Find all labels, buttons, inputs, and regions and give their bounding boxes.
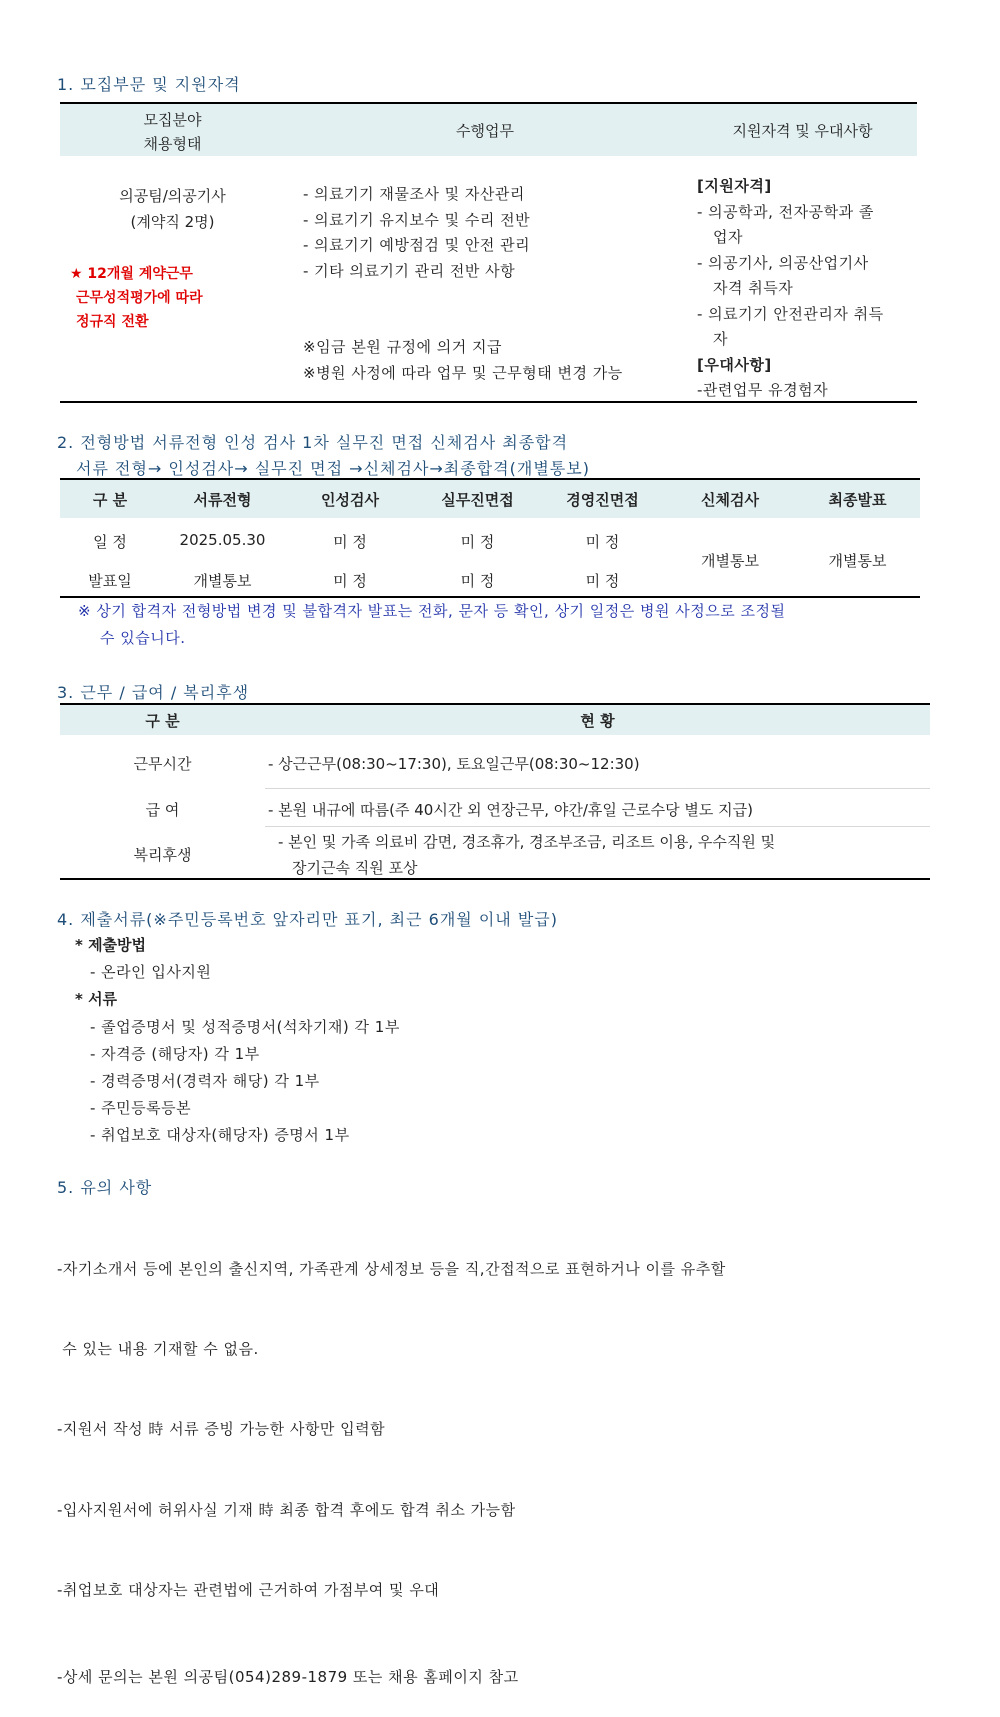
list-item: - 경력증명서(경력자 해당) 각 1부: [90, 1072, 320, 1090]
duties-footnotes: ※임금 본원 규정에 의거 지급 ※병원 사정에 따라 업무 및 근무형태 변경 가능: [303, 338, 623, 382]
section5-title: 5. 유의 사항: [57, 1178, 153, 1197]
list-item: -취업보호 대상자는 관련법에 근거하여 가점부여 및 우대: [57, 1581, 440, 1600]
qualifications: [지원자격] - 의공학과, 전자공학과 졸 업자 - 의공기사, 의공산업기사 자격 취득자 - 의료기기 안전관리자 취득 자 [우대사항] -관련업무 유경험자: [697, 174, 884, 404]
t2-header-staff-interview: 실무진면접: [441, 491, 514, 509]
schedule-note-line1: ※ 상기 합격자 전형방법 변경 및 불합격자 발표는 전화, 문자 등 확인, 상기 일정은 병원 사정으로 조정될: [78, 602, 786, 620]
contract-notes: ★ 12개월 계약근무 근무성적평가에 따라 정규직 전환: [70, 266, 203, 330]
preferences-title: [우대사항]: [697, 355, 772, 374]
t3-header-status: 현 황: [580, 712, 615, 730]
list-item: - 취업보호 대상자(해당자) 증명서 1부: [90, 1126, 350, 1144]
list-item: - 졸업증명서 및 성적증명서(석차기재) 각 1부: [90, 1018, 400, 1036]
section4-title: 4. 제출서류(※주민등록번호 앞자리만 표기, 최근 6개월 이내 발급): [57, 910, 558, 929]
t2-header-final: 최종발표: [828, 491, 887, 509]
table1-header-field: 모집분야 채용형태: [143, 111, 202, 153]
submission-method: - 온라인 입사지원: [90, 963, 212, 981]
list-item: -지원서 작성 時 서류 증빙 가능한 사항만 입력함: [57, 1420, 386, 1439]
list-item: -자기소개서 등에 본인의 출신지역, 가족관계 상세정보 등을 직,간접적으로 표현하거나 이를 유추할: [57, 1259, 726, 1278]
t2-header-category: 구 분: [92, 491, 128, 509]
section1-title: 1. 모집부문 및 지원자격: [57, 75, 241, 94]
notice-list: [57, 1202, 726, 1717]
table1-header-duties: 수행업무: [456, 122, 514, 140]
table2-bottom-rule: [60, 596, 920, 598]
field-name: 의공팀/의공기사: [119, 187, 226, 205]
list-item: 수 있는 내용 기재할 수 없음.: [57, 1339, 259, 1358]
documents-title: * 서류: [75, 990, 118, 1008]
duties-list: - 의료기기 재물조사 및 자산관리 - 의료기기 유지보수 및 수리 전반 - 의료기기 예방점검 및 안전 관리 - 기타 의료기기 관리 전반 사항: [303, 185, 531, 280]
contract-type: (계약직 2명): [130, 213, 215, 231]
t3-divider: [265, 826, 930, 827]
list-item: - 주민등록등본: [90, 1099, 192, 1117]
t2-header-exec-interview: 경영진면접: [566, 491, 639, 509]
t2-header-document: 서류전형: [193, 491, 252, 509]
documents-list: [90, 1014, 400, 1149]
section3-title: 3. 근무 / 급여 / 복리후생: [57, 683, 250, 702]
section2-title: 2. 전형방법 서류전형 인성 검사 1차 실무진 면접 신체검사 최종합격: [57, 433, 569, 452]
t3-header-category: 구 분: [145, 712, 180, 730]
schedule-note-line2: 수 있습니다.: [100, 629, 186, 647]
selection-flow: 서류 전형→ 인성검사→ 실무진 면접 →신체검사→최종합격(개별통보): [76, 459, 590, 478]
table3-bottom-rule: [60, 878, 930, 880]
t2-header-aptitude: 인성검사: [321, 491, 379, 509]
list-item: -입사지원서에 허위사실 기재 時 최종 합격 후에도 합격 취소 가능함: [57, 1500, 516, 1519]
list-item: - 자격증 (해당자) 각 1부: [90, 1045, 260, 1063]
t3-divider: [265, 788, 930, 789]
qualifications-title: [지원자격]: [697, 177, 772, 195]
preferences: -관련업무 유경험자: [697, 381, 829, 399]
t2-medical-merged: 개별통보: [701, 552, 759, 570]
table1-header-qualifications: 지원자격 및 우대사항: [732, 122, 873, 140]
t2-final-merged: 개별통보: [828, 552, 887, 570]
t2-header-medical: 신체검사: [701, 491, 759, 509]
table1-bottom-rule: [60, 401, 917, 403]
list-item: -상세 문의는 본원 의공팀(054)289-1879 또는 채용 홈페이지 참고: [57, 1667, 519, 1686]
submission-method-title: * 제출방법: [75, 936, 147, 954]
